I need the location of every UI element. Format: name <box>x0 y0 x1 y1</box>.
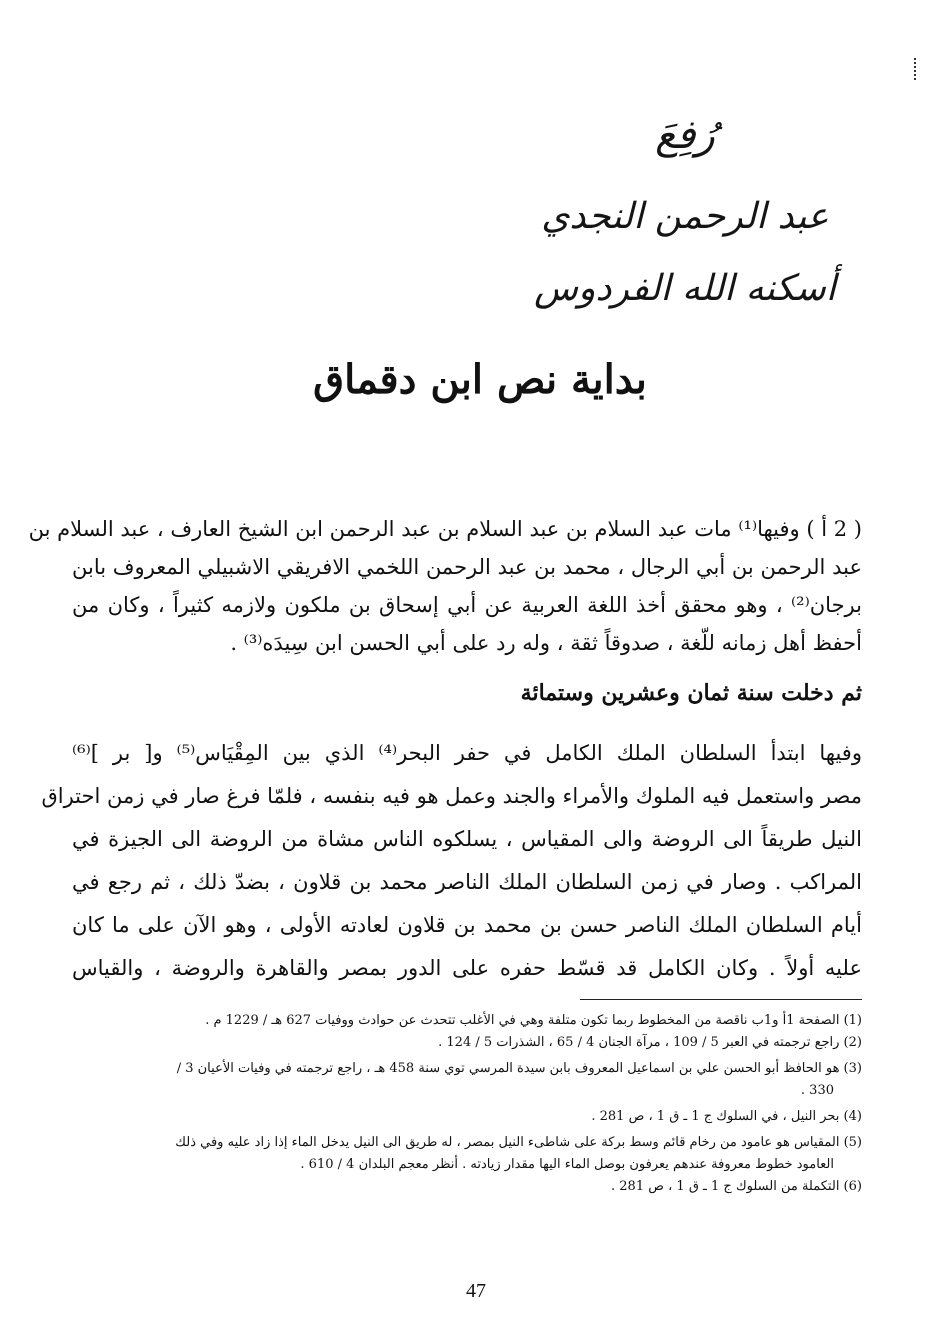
footnote-6: (6) التكملة من السلوك ج 1 ـ ق 1 ، ص 281 . <box>611 1179 862 1194</box>
paragraph-line: عبد الرحمن بن أبي الرجال ، محمد بن عبد الرحمن اللخمي الافريقي الاشبيلي المعروف بابن <box>72 555 862 579</box>
footnotes <box>72 1010 862 1198</box>
footnote-4: (4) بحر النيل ، في السلوك ج 1 ـ ق 1 ، ص 281 . <box>591 1109 862 1124</box>
paragraph-line: أيام السلطان الملك الناصر حسن بن محمد بن قلاون لعادته الأولى ، وهو الآن على ما كان <box>72 913 862 937</box>
paragraph-line: النيل طريقاً الى الروضة والى المقياس ، يسلكوه الناس مشاة من الروضة الى الجيزة في <box>72 827 862 851</box>
calligraphy-name: عبد الرحمن النجدي <box>541 196 829 237</box>
calligraphy-prayer: أسكنه الله الفردوس <box>534 268 836 309</box>
footnote-5-continued: العامود خطوط معروفة عندهم يعرفون بوصل الماء اليها مقدار زيادته . أنظر معجم البلدان 4 / 610 . <box>300 1157 834 1172</box>
paragraph-line: أحفظ أهل زمانه للّغة ، صدوقاً ثقة ، وله رد على أبي الحسن ابن سِيدَه⁽³⁾ . <box>230 631 862 655</box>
section-heading: ثم دخلت سنة ثمان وعشرين وستمائة <box>520 680 862 706</box>
calligraphy-raised: رُفِعَ <box>655 112 715 158</box>
footnote-divider <box>580 999 862 1000</box>
footnote-3: (3) هو الحافظ أبو الحسن علي بن اسماعيل المعروف بابن سيدة المرسي توي سنة 458 هـ ، راجع ترجمته في وفيات الأعيان 3 / <box>176 1061 862 1076</box>
paragraph-1 <box>28 510 862 662</box>
paragraph-line: ( 2 أ ) وفيها⁽¹⁾ مات عبد السلام بن عبد السلام بن عبد الرحمن ابن الشيخ العارف ، عبد السلام بن <box>28 517 862 541</box>
footnote-1: (1) الصفحة 1أ و1ب ناقصة من المخطوط ربما تكون متلفة وهي في الأغلب تتحدث عن حوادث ووفيات 627 هـ / 1229 م . <box>205 1013 862 1028</box>
footnote-2: (2) راجع ترجمته في العبر 5 / 109 ، مرآة الجنان 4 / 65 ، الشذرات 5 / 124 . <box>438 1035 862 1050</box>
paragraph-2 <box>41 732 862 990</box>
paragraph-line: المراكب . وصار في زمن السلطان الملك الناصر محمد بن قلاون ، بضدّ ذلك ، ثم رجع في <box>72 870 862 894</box>
paragraph-line: عليه أولاً . وكان الكامل قد قسّط حفره على الدور بمصر والقاهرة والروضة ، والقياس <box>72 956 862 980</box>
footnote-3-continued: 330 . <box>800 1083 834 1098</box>
margin-marker <box>914 58 918 80</box>
paragraph-line: برجان⁽²⁾ ، وهو محقق أخذ اللغة العربية عن أبي إسحاق بن ملكون ولازمه كثيراً ، وكان من <box>72 593 862 617</box>
page-number: 47 <box>466 1280 486 1302</box>
paragraph-line: مصر واستعمل فيه الملوك والأمراء والجند وعمل هو فيه بنفسه ، فلمّا فرغ صار في زمن احتراق <box>41 784 862 808</box>
page-title: بداية نص ابن دقماق <box>313 356 647 403</box>
footnote-5: (5) المقياس هو عامود من رخام قائم وسط بركة على شاطىء النيل بمصر ، له طريق الى النيل يدخل الماء إذا زاد عليه وفي ذلك <box>175 1135 862 1150</box>
paragraph-line: وفيها ابتدأ السلطان الملك الكامل في حفر البحر⁽⁴⁾ الذي بين المِقْيَاس⁽⁵⁾ و[ بر ]⁽⁶⁾ <box>72 741 862 765</box>
